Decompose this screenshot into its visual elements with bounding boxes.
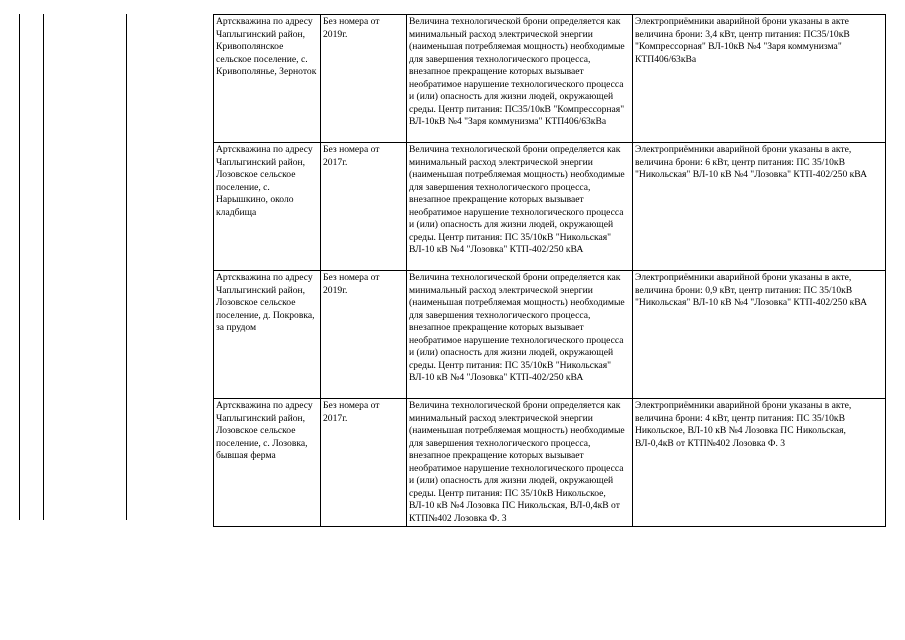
- object-address-cell: Артскважина по адресу Чаплыгинский район, Кривополянское сельское поселение, с. Кривополянье, Зерноток: [214, 15, 321, 143]
- table-row: [214, 143, 886, 271]
- technological-reserve-cell: Величина технологической брони определяется как минимальный расход электрической энергии (наименьшая потребляемая мощность) необходимые для завершения технологического процесса, внезапное прекращение которых вызывает необратимое нарушение технологического процесса и (или) опасность для жизни людей, окружающей среды. Центр питания: ПС35/10кВ "Компрессорная" ВЛ-10кВ №4 "Заря коммунизма" КТП406/63кВа: [407, 15, 633, 143]
- emergency-reserve-cell: Электроприёмники аварийной брони указаны в акте, величина брони: 0,9 кВт, центр питания: ПС 35/10кВ "Никольская" ВЛ-10 кВ №4 "Лозовка" КТП-402/250 кВА: [633, 271, 886, 399]
- technological-reserve-cell: Величина технологической брони определяется как минимальный расход электрической энергии (наименьшая потребляемая мощность) необходимые для завершения технологического процесса, внезапное прекращение которых вызывает необратимое нарушение технологического процесса и (или) опасность для жизни людей, окружающей среды. Центр питания: ПС 35/10кВ "Никольская" ВЛ-10 кВ №4 "Лозовка" КТП-402/250 кВА: [407, 143, 633, 271]
- technological-reserve-cell: Величина технологической брони определяется как минимальный расход электрической энергии (наименьшая потребляемая мощность) необходимые для завершения технологического процесса, внезапное прекращение которых вызывает необратимое нарушение технологического процесса и (или) опасность для жизни людей, окружающей среды. Центр питания: ПС 35/10кВ Никольское, ВЛ-10 кВ №4 Лозовка ПС Никольская, ВЛ-0,4кВ от КТП№402 Лозовка Ф. 3: [407, 399, 633, 527]
- left-column-border-1: [19, 14, 20, 520]
- act-number-cell: Без номера от 2019г.: [321, 15, 407, 143]
- act-number-cell: Без номера от 2019г.: [321, 271, 407, 399]
- technological-reserve-cell: Величина технологической брони определяется как минимальный расход электрической энергии (наименьшая потребляемая мощность) необходимые для завершения технологического процесса, внезапное прекращение которых вызывает необратимое нарушение технологического процесса и (или) опасность для жизни людей, окружающей среды. Центр питания: ПС 35/10кВ "Никольская" ВЛ-10 кВ №4 "Лозовка" КТП-402/250 кВА: [407, 271, 633, 399]
- object-address-cell: Артскважина по адресу Чаплыгинский район, Лозовское сельское поселение, с. Лозовка, бывшая ферма: [214, 399, 321, 527]
- emergency-reserve-cell: Электроприёмники аварийной брони указаны в акте, величина брони: 6 кВт, центр питания: ПС 35/10кВ "Никольская" ВЛ-10 кВ №4 "Лозовка" КТП-402/250 кВА: [633, 143, 886, 271]
- left-column-border-2: [43, 14, 44, 520]
- emergency-reserve-table: [213, 14, 886, 527]
- emergency-reserve-cell: Электроприёмники аварийной брони указаны в акте величина брони: 3,4 кВт, центр питания: ПС35/10кВ "Компрессорная" ВЛ-10кВ №4 "Заря коммунизма" КТП406/63кВа: [633, 15, 886, 143]
- table-row: [214, 15, 886, 143]
- object-address-cell: Артскважина по адресу Чаплыгинский район, Лозовское сельское поселение, с. Нарышкино, около кладбища: [214, 143, 321, 271]
- act-number-cell: Без номера от 2017г.: [321, 143, 407, 271]
- act-number-cell: Без номера от 2017г.: [321, 399, 407, 527]
- table-row: [214, 271, 886, 399]
- object-address-cell: Артскважина по адресу Чаплыгинский район, Лозовское сельское поселение, д. Покровка, за прудом: [214, 271, 321, 399]
- emergency-reserve-cell: Электроприёмники аварийной брони указаны в акте, величина брони: 4 кВт, центр питания: ПС 35/10кВ Никольское, ВЛ-10 кВ №4 Лозовка ПС Никольская, ВЛ-0,4кВ от КТП№402 Лозовка Ф. 3: [633, 399, 886, 527]
- table-row: [214, 399, 886, 527]
- left-column-border-3: [126, 14, 127, 520]
